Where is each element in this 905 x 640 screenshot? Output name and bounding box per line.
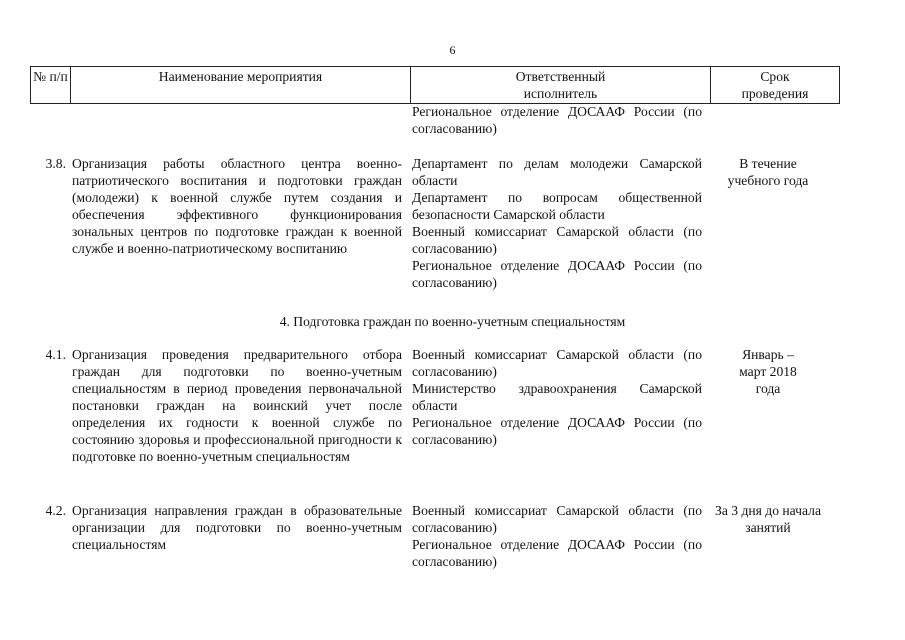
- responsible-item: Региональное отделение ДОСААФ России (по согласованию): [412, 537, 702, 569]
- row-event-name: Организация проведения предварительного отбора граждан для подготовки по военно-учетным специальностям в период проведения первоначальной постановки граждан на воинский учет после определения их годности к военной службе по состоянию здоровья и профессиональной пригодности к подготовке по военно-учетным специальностям: [72, 347, 402, 464]
- responsible-item: Министерство здравоохранения Самарской области: [412, 381, 702, 413]
- row-number: 4.2.: [45, 503, 66, 518]
- page-number: 6: [449, 43, 456, 57]
- table-header: [30, 66, 840, 104]
- row-number: 3.8.: [45, 156, 66, 171]
- responsible-item: Департамент по вопросам общественной безопасности Самарской области: [412, 190, 702, 222]
- header-responsible: Ответственный исполнитель: [411, 67, 711, 103]
- row-responsible: [412, 346, 702, 448]
- responsible-item: Региональное отделение ДОСААФ России (по согласованию): [412, 415, 702, 447]
- responsible-item: Департамент по делам молодежи Самарской области: [412, 156, 702, 188]
- row-responsible: [412, 155, 702, 291]
- responsible-item: Региональное отделение ДОСААФ России (по согласованию): [412, 104, 702, 136]
- row-event-name: Организация направления граждан в образовательные организации для подготовки по военно-учетным специальностям: [72, 503, 402, 552]
- responsible-item: Региональное отделение ДОСААФ России (по согласованию): [412, 258, 702, 290]
- responsible-item: Военный комиссариат Самарской области (по согласованию): [412, 347, 702, 379]
- section-title: 4. Подготовка граждан по военно-учетным специальностям: [279, 314, 626, 329]
- header-num: № п/п: [31, 67, 71, 103]
- row-term: В течение учебного года: [727, 156, 809, 188]
- row-event-name: Организация работы областного центра военно-патриотического воспитания и подготовки граждан (молодежи) к военной службе путем создания и обеспечения эффективного функционирования зональных центров по подготовке граждан к военной службе и военно-патриотическому воспитанию: [72, 156, 402, 256]
- continuation-responsible: [412, 103, 702, 137]
- header-name: Наименование мероприятия: [71, 67, 411, 103]
- responsible-item: Военный комиссариат Самарской области (по согласованию): [412, 224, 702, 256]
- row-term: За 3 дня до начала занятий: [715, 503, 821, 535]
- row-term: Январь – март 2018 года: [739, 347, 797, 396]
- responsible-item: Военный комиссариат Самарской области (по согласованию): [412, 503, 702, 535]
- header-term: Срок проведения: [741, 69, 809, 101]
- row-number: 4.1.: [45, 347, 66, 362]
- row-responsible: [412, 502, 702, 570]
